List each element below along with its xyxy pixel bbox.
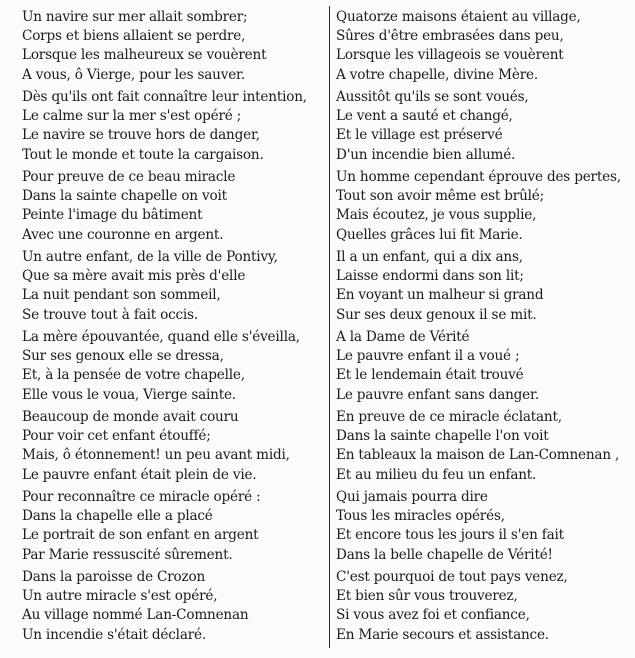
- verse-line: Mais écoutez, je vous supplie,: [336, 207, 537, 224]
- stanza: [336, 8, 631, 88]
- verse-line: Pour reconnaître ce miracle opéré :: [22, 489, 261, 505]
- verse-line: Un autre enfant, de la ville de Pontivy,: [22, 249, 278, 265]
- verse-line: Par Marie ressuscité sûrement.: [22, 546, 233, 563]
- stanza: [22, 328, 327, 408]
- verse-line: Sûres d'être embrasées dans peu,: [336, 28, 564, 45]
- verse-line: Et le village est préservé: [336, 127, 503, 144]
- verse-line: A votre chapelle, divine Mère.: [336, 66, 538, 83]
- verse-line: La mère épouvantée, quand elle s'éveilla,: [22, 329, 300, 345]
- verse-line: Et le lendemain était trouvé: [336, 367, 524, 384]
- verse-line: Et, à la pensée de votre chapelle,: [22, 367, 245, 384]
- verse-line: Pour preuve de ce beau miracle: [22, 169, 236, 185]
- verse-line: Un incendie s'était déclaré.: [22, 626, 206, 643]
- verse-line: Aussitôt qu'ils se sont voués,: [336, 89, 529, 105]
- stanza: [336, 248, 631, 328]
- verse-line: D'un incendie bien allumé.: [336, 146, 516, 163]
- verse-line: En preuve de ce miracle éclatant,: [336, 409, 562, 425]
- verse-line: Dans la belle chapelle de Vérité!: [336, 546, 553, 563]
- verse-line: Quelles grâces lui fit Marie.: [336, 226, 523, 243]
- stanza: [22, 488, 327, 568]
- verse-line: Dans la chapelle elle a placé: [22, 508, 213, 525]
- verse-line: Se trouve tout à fait occis.: [22, 306, 198, 323]
- stanza: [22, 248, 327, 328]
- verse-line: Et au milieu du feu un enfant.: [336, 466, 537, 483]
- stanza: [336, 328, 631, 408]
- stanza: [336, 88, 631, 168]
- verse-line: Le pauvre enfant sans danger.: [336, 386, 539, 403]
- verse-line: Elle vous le voua, Vierge sainte.: [22, 386, 236, 403]
- verse-line: Avec une couronne en argent.: [22, 226, 224, 243]
- stanza: [22, 408, 327, 488]
- verse-line: Tout le monde et toute la cargaison.: [22, 146, 264, 163]
- verse-line: Tous les miracles opérés,: [336, 508, 505, 525]
- verse-line: Tout son avoir même est brûlé;: [336, 188, 545, 205]
- verse-line: En voyant un malheur si grand: [336, 287, 544, 304]
- stanza: [336, 408, 631, 488]
- verse-line: Et bien sûr vous trouverez,: [336, 588, 518, 605]
- verse-line: Quatorze maisons étaient au village,: [336, 9, 581, 25]
- verse-line: Le pauvre enfant était plein de vie.: [22, 466, 257, 483]
- verse-line: En tableaux la maison de Lan-Comnenan ,: [336, 447, 620, 464]
- verse-line: Beaucoup de monde avait couru: [22, 409, 239, 425]
- verse-line: Le portrait de son enfant en argent: [22, 527, 259, 544]
- stanza: [22, 88, 327, 168]
- stanza: [336, 568, 631, 648]
- verse-line: Le calme sur la mer s'est opéré ;: [22, 108, 242, 125]
- stanza: [22, 8, 327, 88]
- verse-line: Dès qu'ils ont fait connaître leur intention,: [22, 89, 307, 105]
- verse-line: Si vous avez foi et confiance,: [336, 607, 530, 624]
- verse-line: C'est pourquoi de tout pays venez,: [336, 569, 568, 585]
- verse-line: Un homme cependant éprouve des pertes,: [336, 169, 621, 185]
- stanza: [336, 488, 631, 568]
- column-divider: [329, 6, 330, 648]
- verse-line: A la Dame de Vérité: [336, 329, 470, 345]
- verse-line: Le navire se trouve hors de danger,: [22, 127, 260, 144]
- verse-line: Et encore tous les jours il s'en fait: [336, 527, 564, 544]
- verse-line: Un navire sur mer allait sombrer;: [22, 9, 248, 25]
- right-column: [336, 8, 631, 648]
- verse-line: Qui jamais pourra dire: [336, 489, 488, 505]
- verse-line: Le vent a sauté et changé,: [336, 108, 513, 125]
- verse-line: Corps et biens allaient se perdre,: [22, 28, 246, 45]
- stanza: [22, 568, 327, 648]
- verse-line: En Marie secours et assistance.: [336, 626, 549, 643]
- verse-line: Le pauvre enfant il a voué ;: [336, 348, 520, 365]
- verse-line: A vous, ô Vierge, pour les sauver.: [22, 66, 245, 83]
- verse-line: Pour voir cet enfant étouffé;: [22, 428, 211, 445]
- verse-line: Un autre miracle s'est opéré,: [22, 588, 218, 605]
- left-column: [22, 8, 327, 648]
- stanza: [336, 168, 631, 248]
- verse-line: Peinte l'image du bâtiment: [22, 207, 203, 224]
- verse-line: Que sa mère avait mis près d'elle: [22, 268, 246, 285]
- verse-line: Lorsque les malheureux se vouèrent: [22, 47, 267, 64]
- verse-line: Lorsque les villageois se vouèrent: [336, 47, 564, 64]
- verse-line: Laisse endormi dans son lit;: [336, 268, 524, 285]
- verse-line: Dans la paroisse de Crozon: [22, 569, 206, 585]
- verse-line: Mais, ô étonnement! un peu avant midi,: [22, 447, 290, 464]
- verse-line: Sur ses genoux elle se dressa,: [22, 348, 224, 365]
- verse-line: Au village nommé Lan-Comnenan: [22, 607, 249, 624]
- verse-line: La nuit pendant son sommeil,: [22, 287, 221, 304]
- verse-line: Sur ses deux genoux il se mit.: [336, 306, 537, 323]
- verse-line: Dans la sainte chapelle l'on voit: [336, 428, 549, 445]
- verse-line: Dans la sainte chapelle on voit: [22, 188, 227, 205]
- verse-line: Il a un enfant, qui a dix ans,: [336, 249, 523, 265]
- stanza: [22, 168, 327, 248]
